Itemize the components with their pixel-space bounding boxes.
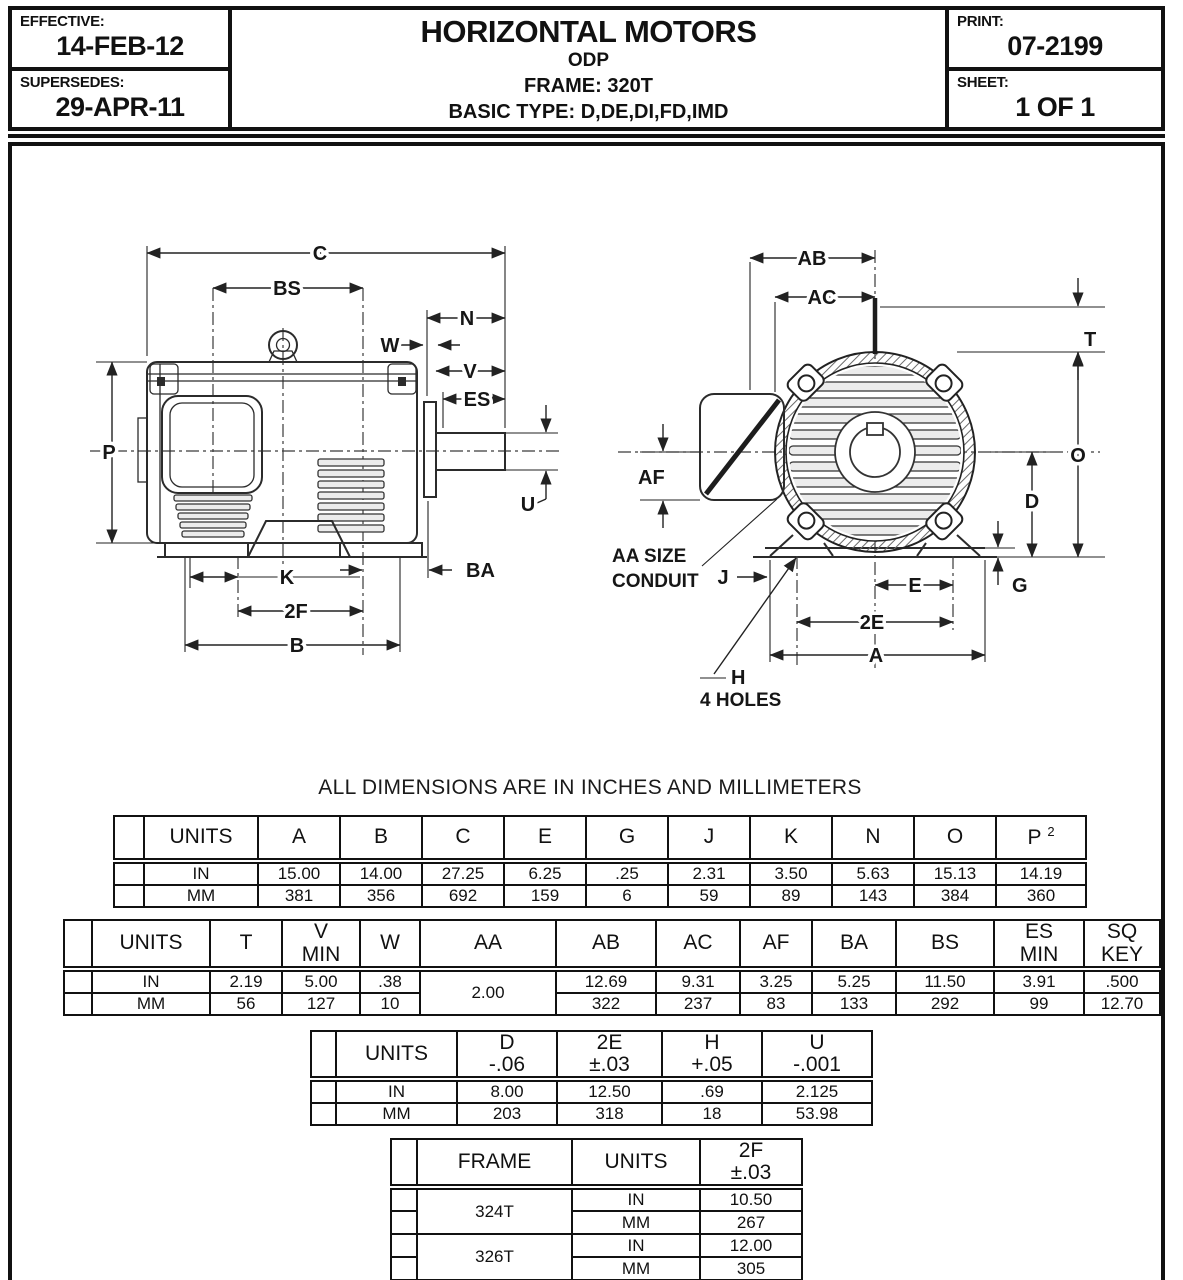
- cell: 9.31: [656, 969, 740, 993]
- col-header: AC: [656, 920, 740, 969]
- cell: 2.125: [762, 1079, 872, 1103]
- basic-type-line: BASIC TYPE: D,DE,DI,FD,IMD: [448, 101, 729, 123]
- cell: 89: [750, 885, 832, 907]
- spacer-cell: [114, 816, 144, 861]
- row-label: MM: [572, 1211, 700, 1234]
- table-row: [114, 885, 1086, 907]
- spacer-cell: [391, 1211, 417, 1234]
- col-header: H +.05: [662, 1031, 762, 1079]
- dimension-table-1: [113, 815, 1087, 908]
- row-label: IN: [572, 1234, 700, 1257]
- cell: 6.25: [504, 861, 586, 885]
- col-header: G: [586, 816, 668, 861]
- sheet-cell: [949, 71, 1161, 128]
- cell: .500: [1084, 969, 1160, 993]
- cell: 10.50: [700, 1187, 802, 1211]
- cell: 3.50: [750, 861, 832, 885]
- dim-label-ba: BA: [466, 560, 495, 582]
- cell: 56: [210, 993, 282, 1015]
- table-row: [114, 816, 1086, 861]
- cell: 384: [914, 885, 996, 907]
- cell: 318: [557, 1103, 662, 1125]
- dim-label-a: A: [868, 645, 884, 667]
- dim-label-2f: 2F: [284, 601, 308, 623]
- dim-label-es: ES: [463, 389, 491, 411]
- cell: 5.63: [832, 861, 914, 885]
- dim-label-w: W: [380, 335, 400, 357]
- dim-label-2e: 2E: [859, 612, 885, 634]
- spacer-cell: [114, 885, 144, 907]
- effective-label: EFFECTIVE:: [20, 13, 105, 30]
- spacer-cell: [311, 1031, 336, 1079]
- cell: .38: [360, 969, 420, 993]
- dimension-table-3: [310, 1030, 873, 1126]
- row-label: MM: [92, 993, 210, 1015]
- cell-aa: 2.00: [420, 969, 556, 1015]
- cell: 12.69: [556, 969, 656, 993]
- spacer-cell: [391, 1139, 417, 1187]
- dimension-table-2: [63, 919, 1161, 1016]
- col-header: U -.001: [762, 1031, 872, 1079]
- dim-label-ac: AC: [807, 287, 837, 309]
- cell: 3.25: [740, 969, 812, 993]
- col-header: J: [668, 816, 750, 861]
- effective-value: 14-FEB-12: [56, 31, 184, 61]
- cell: 322: [556, 993, 656, 1015]
- spacer-cell: [311, 1103, 336, 1125]
- spacer-cell: [64, 969, 92, 993]
- table-row: [64, 920, 1160, 969]
- dim-label-u: U: [520, 494, 536, 516]
- col-header: A: [258, 816, 340, 861]
- col-header-units: UNITS: [336, 1031, 457, 1079]
- dim-label-g: G: [1012, 575, 1028, 597]
- cell: 381: [258, 885, 340, 907]
- table-row: [311, 1079, 872, 1103]
- cell: 15.13: [914, 861, 996, 885]
- frame-name: 324T: [417, 1187, 572, 1234]
- row-label: MM: [144, 885, 258, 907]
- p-superscript: 2: [1047, 824, 1055, 840]
- dim-label-t: T: [1084, 329, 1097, 351]
- title-block: [8, 6, 1165, 131]
- dim-label-o: O: [1070, 445, 1086, 467]
- dimensions-note: ALL DIMENSIONS ARE IN INCHES AND MILLIMETERS: [318, 776, 862, 799]
- cell: 18: [662, 1103, 762, 1125]
- table-row: [391, 1187, 802, 1211]
- supersedes-cell: [12, 71, 228, 128]
- conduit-diagonal: [706, 400, 779, 494]
- cell: 2.19: [210, 969, 282, 993]
- cell: 127: [282, 993, 360, 1015]
- dim-label-bs: BS: [273, 278, 301, 300]
- supersedes-label: SUPERSEDES:: [20, 73, 125, 91]
- col-header-frame: FRAME: [417, 1139, 572, 1187]
- dim-label-aa-size: AA SIZE: [612, 546, 687, 567]
- left-tab: [138, 418, 147, 482]
- cell: 360: [996, 885, 1086, 907]
- row-label: IN: [572, 1187, 700, 1211]
- cell: 6: [586, 885, 668, 907]
- cell: 159: [504, 885, 586, 907]
- table-row: [391, 1234, 802, 1257]
- cell: 237: [656, 993, 740, 1015]
- table-row: [64, 993, 1160, 1015]
- col-header: W: [360, 920, 420, 969]
- sheet-label: SHEET:: [957, 73, 1009, 91]
- col-header-units: UNITS: [572, 1139, 700, 1187]
- shaft-slinger: [424, 402, 436, 497]
- col-header: 2E ±.03: [557, 1031, 662, 1079]
- row-label: IN: [92, 969, 210, 993]
- cell: 692: [422, 885, 504, 907]
- spacer-cell: [391, 1187, 417, 1211]
- cell: 11.50: [896, 969, 994, 993]
- frame-line: FRAME: 320T: [524, 75, 653, 97]
- col-header: N: [832, 816, 914, 861]
- row-label: IN: [144, 861, 258, 885]
- effective-cell: [12, 10, 228, 71]
- col-header: BS: [896, 920, 994, 969]
- keyway: [867, 423, 883, 435]
- cell: 292: [896, 993, 994, 1015]
- dim-label-h: H: [731, 667, 746, 689]
- cell: 14.19: [996, 861, 1086, 885]
- print-label: PRINT:: [957, 13, 1004, 30]
- cell: 3.91: [994, 969, 1084, 993]
- base-pedestal: [248, 521, 350, 557]
- col-header: AB: [556, 920, 656, 969]
- cell: 99: [994, 993, 1084, 1015]
- motor-dimension-drawing: [0, 145, 1183, 776]
- col-header-units: UNITS: [92, 920, 210, 969]
- sheet-title: HORIZONTAL MOTORS: [420, 14, 757, 49]
- col-header: SQ KEY: [1084, 920, 1160, 969]
- cell: 15.00: [258, 861, 340, 885]
- cell: 12.50: [557, 1079, 662, 1103]
- conduit-box-side-inner: [170, 403, 254, 487]
- col-header: C: [422, 816, 504, 861]
- spacer-cell: [64, 993, 92, 1015]
- motor-side-view: [90, 243, 560, 657]
- dim-label-k: K: [279, 567, 295, 589]
- table-row: [311, 1031, 872, 1079]
- cell: 53.98: [762, 1103, 872, 1125]
- cell: 305: [700, 1257, 802, 1280]
- col-header-units: UNITS: [144, 816, 258, 861]
- frame-table: [390, 1138, 803, 1280]
- dim-label-af: AF: [638, 467, 665, 489]
- supersedes-value: 29-APR-11: [55, 91, 185, 122]
- front-foot: [165, 543, 248, 557]
- table-row: [114, 861, 1086, 885]
- rear-foot: [340, 543, 422, 557]
- cell: .69: [662, 1079, 762, 1103]
- cell: 5.00: [282, 969, 360, 993]
- title-block-right: [945, 10, 1161, 127]
- bearing-bolt-right: [398, 377, 406, 386]
- col-header: O: [914, 816, 996, 861]
- cell: 12.70: [1084, 993, 1160, 1015]
- table-row: [311, 1103, 872, 1125]
- sheet-subtitle: ODP: [567, 50, 610, 71]
- col-header: ES MIN: [994, 920, 1084, 969]
- sheet-value: 1 OF 1: [1015, 91, 1095, 122]
- col-header: BA: [812, 920, 896, 969]
- title-block-center: [232, 10, 945, 127]
- table-row: [64, 969, 1160, 993]
- dim-label-j: J: [717, 567, 729, 589]
- col-header: D -.06: [457, 1031, 557, 1079]
- spacer-cell: [114, 861, 144, 885]
- col-header: B: [340, 816, 422, 861]
- cell: 8.00: [457, 1079, 557, 1103]
- dim-label-v: V: [463, 361, 477, 383]
- motor-end-view: [612, 248, 1105, 711]
- title-block-left: [12, 10, 232, 127]
- col-header-p: [996, 816, 1086, 861]
- cell: 12.00: [700, 1234, 802, 1257]
- dim-label-n: N: [459, 308, 475, 330]
- cell: 5.25: [812, 969, 896, 993]
- spacer-cell: [311, 1079, 336, 1103]
- col-header: AA: [420, 920, 556, 969]
- spacer-cell: [64, 920, 92, 969]
- dim-label-p: P: [102, 442, 116, 464]
- shaft: [436, 433, 505, 470]
- col-header: T: [210, 920, 282, 969]
- left-fin-stack: [174, 495, 252, 537]
- col-header: K: [750, 816, 832, 861]
- double-rule-top: [8, 134, 1165, 138]
- cell: 10: [360, 993, 420, 1015]
- cell: 83: [740, 993, 812, 1015]
- cell: 356: [340, 885, 422, 907]
- p-label: P: [1027, 826, 1042, 850]
- cell: 59: [668, 885, 750, 907]
- cell: 267: [700, 1211, 802, 1234]
- conduit-box-side: [162, 396, 262, 493]
- row-label: IN: [336, 1079, 457, 1103]
- cell: 143: [832, 885, 914, 907]
- dim-label-4holes: 4 HOLES: [700, 690, 782, 711]
- row-label: MM: [336, 1103, 457, 1125]
- dim-label-ab: AB: [797, 248, 827, 270]
- cell: 203: [457, 1103, 557, 1125]
- bearing-bolt-left: [157, 377, 165, 386]
- dim-label-d: D: [1024, 491, 1040, 513]
- dim-label-b: B: [289, 635, 305, 657]
- dim-label-conduit: CONDUIT: [612, 571, 699, 592]
- spacer-cell: [391, 1257, 417, 1280]
- cell: 14.00: [340, 861, 422, 885]
- cell: 133: [812, 993, 896, 1015]
- cell: 2.31: [668, 861, 750, 885]
- table-row: [391, 1139, 802, 1187]
- cell: .25: [586, 861, 668, 885]
- print-value: 07-2199: [1007, 31, 1103, 61]
- dim-label-e: E: [908, 575, 922, 597]
- col-header: AF: [740, 920, 812, 969]
- spacer-cell: [391, 1234, 417, 1257]
- cell: 27.25: [422, 861, 504, 885]
- col-header: V MIN: [282, 920, 360, 969]
- print-cell: [949, 10, 1161, 71]
- col-header: E: [504, 816, 586, 861]
- dim-label-c: C: [312, 243, 328, 265]
- col-header-2f: 2F ±.03: [700, 1139, 802, 1187]
- frame-name: 326T: [417, 1234, 572, 1280]
- row-label: MM: [572, 1257, 700, 1280]
